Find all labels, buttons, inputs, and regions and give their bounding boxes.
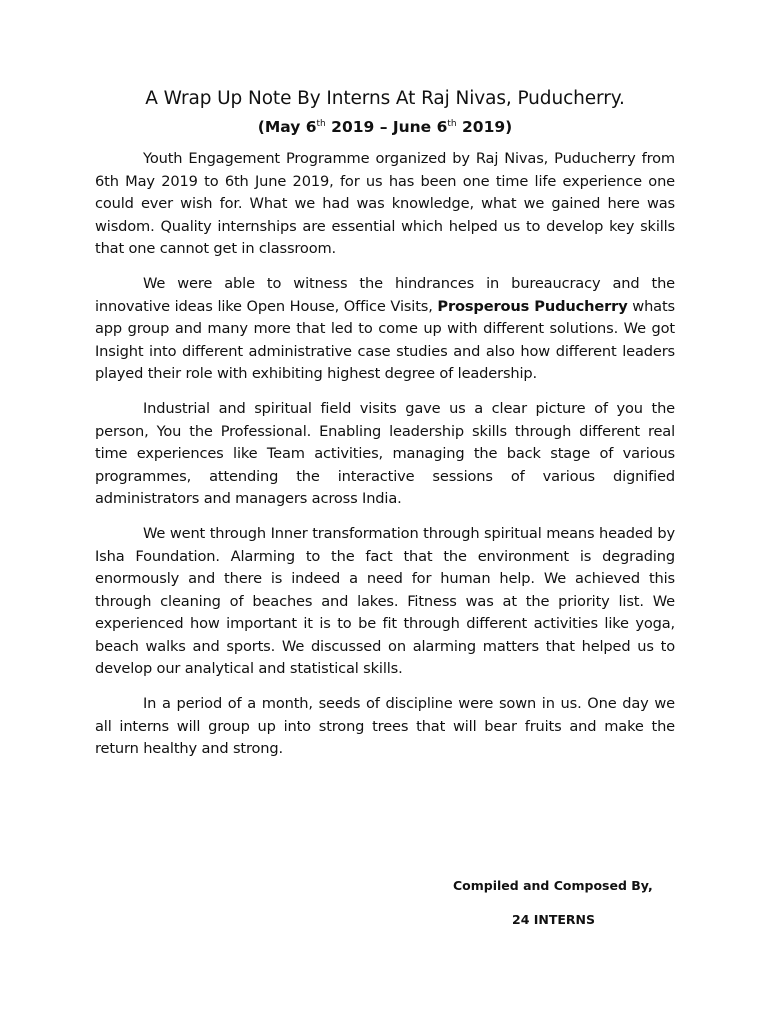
date-range-sup-start: th bbox=[316, 118, 326, 129]
paragraph-5: In a period of a month, seeds of discipline were sown in us. One day we all interns will group up into strong trees that will bear fruits and make the return healthy and strong. bbox=[95, 695, 675, 758]
paragraph-1: Youth Engagement Programme organized by Raj Nivas, Puducherry from 6th May 2019 to 6th June 2019, for us has been one time life experience one could ever wish for. What we had was knowledge, what we gained here was wisdom. Quality internships are essential which helped us to develop key skills that one cannot get in classroom. bbox=[95, 150, 675, 258]
signature-line-interns: 24 INTERNS bbox=[512, 912, 596, 927]
paragraph-4: We went through Inner transformation through spiritual means headed by Isha Foundation. Alarming to the fact that the environment is degrading enormously and there is indeed a need for human help. We achieved this through cleaning of beaches and lakes. Fitness was at the priority list. We experienced how important it is to be fit through different activities like yoga, beach walks and sports. We discussed on alarming matters that helped us to develop our analytical and statistical skills. bbox=[95, 524, 675, 678]
date-range-open: (May 6 bbox=[257, 118, 317, 136]
paragraph-3: Industrial and spiritual field visits gave us a clear picture of you the person, You the Professional. Enabling leadership skills through different real time experiences like Team activities, managing the back stage of various programmes, attending the interactive sessions of various dignified administrators and managers across India. bbox=[95, 399, 675, 508]
paragraph-2-bold-text: Prosperous Puducherry bbox=[437, 297, 628, 315]
date-range-middle: 2019 – June 6 bbox=[325, 118, 448, 136]
date-range-sup-end: th bbox=[447, 118, 457, 129]
paragraph-2 bbox=[95, 273, 675, 386]
document-page bbox=[95, 86, 675, 773]
paragraph-2-text-before: We were able to witness the hindrances in bureaucracy and the innovative ideas like Open House, Office Visits, bbox=[95, 274, 675, 315]
document-body bbox=[95, 148, 675, 761]
signature-line-compiled: Compiled and Composed By, bbox=[453, 878, 653, 893]
paragraph-2-text-after: whats app group and many more that led to come up with different solutions. We got Insight into different administrative case studies and also how different leaders played their role with exhibiting highest degree of leadership. bbox=[95, 297, 675, 383]
document-title: A Wrap Up Note By Interns At Raj Nivas, Puducherry. bbox=[145, 88, 625, 109]
date-range-close: 2019) bbox=[456, 118, 513, 136]
document-date-range bbox=[95, 116, 675, 138]
